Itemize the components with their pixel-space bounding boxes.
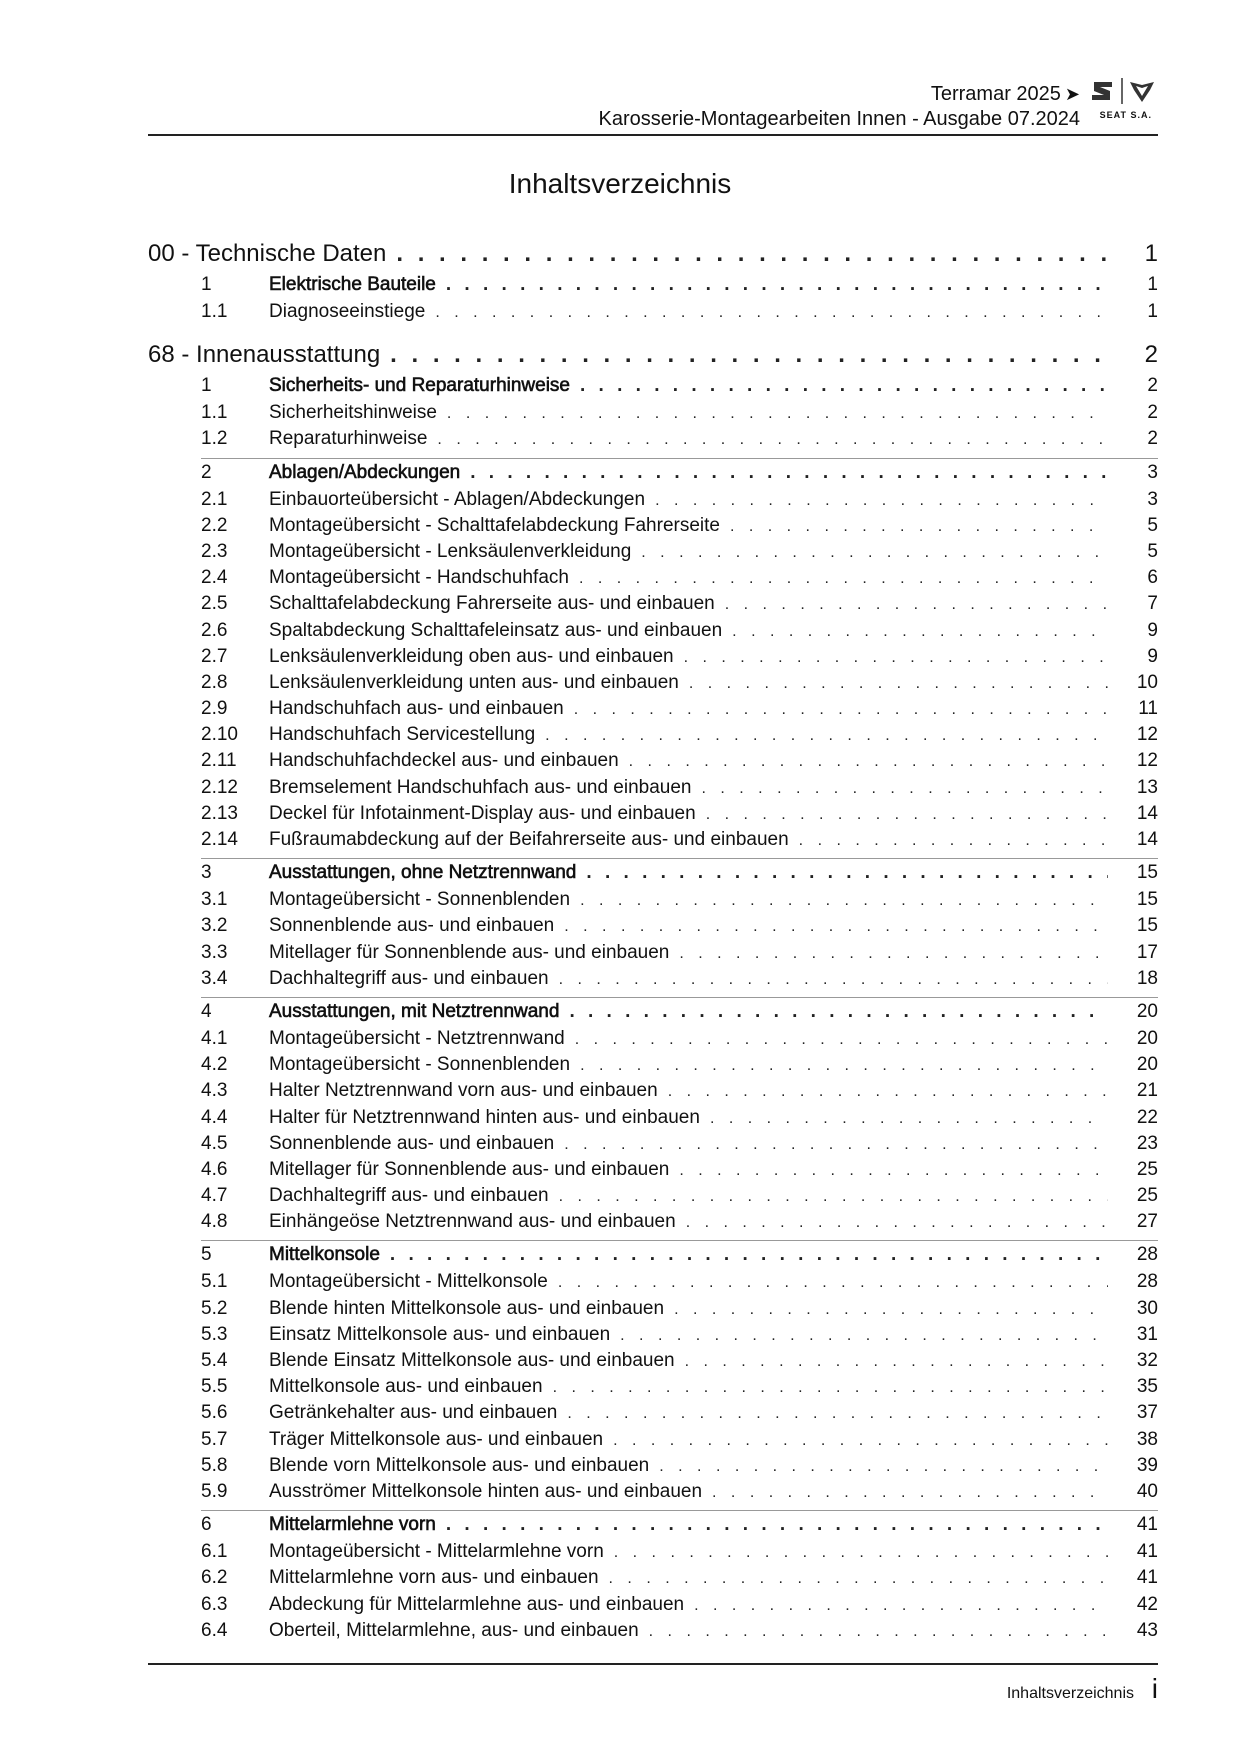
toc-item-title: Deckel für Infotainment-Display aus- und einbauen (269, 802, 696, 824)
toc-leader-dots (559, 1188, 1108, 1206)
toc-item-title: Halter Netztrennwand vorn aus- und einbauen (269, 1080, 658, 1102)
toc-section-number: 1 (201, 274, 212, 295)
toc-item-page: 13 (1136, 776, 1158, 798)
toc-item-title: Montageübersicht - Mittelkonsole (269, 1271, 548, 1293)
toc-leader-dots (574, 701, 1108, 719)
toc-item-page: 20 (1136, 1054, 1158, 1076)
toc-item-row[interactable] (148, 803, 1158, 829)
toc-leader-dots (620, 1327, 1108, 1345)
toc-item-page: 15 (1136, 915, 1158, 937)
toc-leader-dots (799, 832, 1108, 850)
toc-item-number: 2.4 (201, 567, 228, 589)
toc-item-page: 9 (1147, 645, 1158, 667)
toc-item-number: 5.4 (201, 1350, 228, 1371)
toc-item-page: 1 (1147, 301, 1158, 322)
toc-section-divider (201, 458, 1158, 459)
toc-item-number: 2.8 (201, 671, 228, 693)
toc-item-title: Blende hinten Mittelkonsole aus- und einbauen (269, 1297, 665, 1319)
toc-item-number: 2.11 (201, 750, 237, 772)
toc-leader-dots (685, 1353, 1108, 1371)
toc-item-page: 25 (1136, 1185, 1158, 1207)
toc-item-page: 7 (1147, 593, 1158, 615)
toc-section-title: Ausstattungen, mit Netztrennwand (269, 1000, 560, 1022)
toc-item-page: 12 (1136, 724, 1158, 746)
toc-leader-dots (446, 1514, 1108, 1536)
toc-leader-dots (613, 1432, 1108, 1450)
toc-item-page: 31 (1136, 1323, 1158, 1345)
toc-leader-dots (694, 1597, 1108, 1615)
toc-item-title: Montageübersicht - Sonnenblenden (269, 1054, 571, 1076)
toc-section-number: 5 (201, 1244, 212, 1266)
toc-leader-dots (569, 1001, 1108, 1023)
toc-leader-dots (580, 1057, 1108, 1075)
header-model: Terramar 2025 (930, 83, 1061, 105)
toc-item-row[interactable] (148, 698, 1158, 724)
toc-item-row[interactable] (148, 1133, 1158, 1159)
toc-item-title: Blende vorn Mittelkonsole aus- und einbauen (269, 1454, 650, 1476)
toc-item-number: 5.2 (201, 1297, 228, 1319)
toc-item-number: 2.12 (201, 776, 238, 798)
toc-section-divider (201, 858, 1158, 859)
toc-item-title: Einhängeöse Netztrennwand aus- und einbauen (269, 1211, 676, 1233)
toc-item-number: 1.1 (201, 301, 228, 322)
toc-leader-dots (586, 862, 1108, 884)
toc-item-row[interactable] (148, 567, 1158, 593)
toc-item-title: Halter für Netztrennwand hinten aus- und einbauen (269, 1106, 700, 1128)
toc-item-row[interactable] (148, 1429, 1158, 1455)
toc-chapter-title: 00 - Technische Daten (148, 240, 387, 267)
toc-item-page: 18 (1136, 967, 1158, 989)
toc-leader-dots (679, 1162, 1108, 1180)
toc-leader-dots (390, 1244, 1108, 1266)
toc-section-row[interactable] (148, 274, 1158, 301)
toc-item-number: 4.4 (201, 1106, 228, 1128)
toc-leader-dots (629, 753, 1108, 771)
arrow-right-icon: ➤ (1064, 84, 1080, 104)
toc-leader-dots (447, 405, 1108, 423)
toc-item-number: 3.4 (201, 967, 228, 989)
toc-item-row[interactable] (148, 1541, 1158, 1567)
toc-leader-dots (609, 1570, 1108, 1588)
toc-item-page: 20 (1136, 1027, 1158, 1049)
toc-item-title: Getränkehalter aus- und einbauen (269, 1402, 558, 1424)
toc-item-row[interactable] (148, 1054, 1158, 1080)
toc-item-page: 38 (1136, 1428, 1158, 1450)
toc-section-row[interactable] (148, 375, 1158, 402)
toc-leader-dots (725, 596, 1108, 614)
toc-section-title: Ablagen/Abdeckungen (269, 461, 461, 483)
toc-leader-dots (580, 892, 1108, 910)
table-of-contents (148, 240, 1158, 1646)
toc-item-number: 5.7 (201, 1428, 228, 1450)
toc-section-title: Sicherheits- und Reparaturhinweise (269, 375, 570, 397)
toc-item-row[interactable] (148, 1455, 1158, 1481)
toc-item-page: 22 (1136, 1106, 1158, 1128)
toc-item-title: Einsatz Mittelkonsole aus- und einbauen (269, 1323, 611, 1345)
toc-item-number: 2.5 (201, 593, 228, 615)
toc-leader-dots (579, 570, 1108, 588)
toc-item-page: 10 (1136, 671, 1158, 693)
toc-item-row[interactable] (148, 620, 1158, 646)
toc-leader-dots (437, 431, 1108, 449)
toc-item-page: 25 (1136, 1158, 1158, 1180)
toc-item-page: 27 (1136, 1211, 1158, 1233)
toc-item-page: 6 (1147, 567, 1158, 589)
toc-item-number: 4.6 (201, 1158, 228, 1180)
toc-item-title: Dachhaltegriff aus- und einbauen (269, 1185, 549, 1207)
toc-item-number: 4.8 (201, 1211, 228, 1233)
toc-leader-dots (567, 1405, 1108, 1423)
toc-item-number: 4.3 (201, 1080, 228, 1102)
toc-item-number: 6.3 (201, 1593, 228, 1615)
toc-item-title: Schalttafelabdeckung Fahrerseite aus- und einbauen (269, 593, 715, 615)
toc-item-title: Montageübersicht - Mittelarmlehne vorn (269, 1541, 604, 1563)
toc-item-row[interactable] (148, 646, 1158, 672)
toc-item-number: 5.3 (201, 1323, 228, 1345)
toc-item-number: 2.14 (201, 829, 238, 850)
toc-leader-dots (559, 971, 1108, 989)
toc-chapter-row[interactable] (148, 240, 1158, 274)
toc-leader-dots (580, 375, 1108, 397)
toc-item-row[interactable] (148, 428, 1158, 454)
toc-section-page: 41 (1136, 1514, 1158, 1536)
toc-item-row[interactable] (148, 1324, 1158, 1350)
toc-leader-dots (679, 945, 1108, 963)
toc-item-row[interactable] (148, 1567, 1158, 1593)
toc-item-number: 2.3 (201, 540, 228, 562)
footer-section-name: Inhaltsverzeichnis (1006, 1685, 1134, 1702)
toc-item-page: 39 (1136, 1454, 1158, 1476)
toc-item-row[interactable] (148, 829, 1158, 855)
toc-section-row[interactable] (148, 1001, 1158, 1028)
toc-item-title: Einbauorteübersicht - Ablagen/Abdeckungen (269, 488, 646, 510)
toc-item-row[interactable] (148, 968, 1158, 994)
toc-item-title: Träger Mittelkonsole aus- und einbauen (269, 1428, 604, 1450)
toc-item-number: 2.7 (201, 645, 228, 667)
toc-leader-dots (390, 341, 1108, 369)
toc-item-number: 5.9 (201, 1480, 228, 1502)
toc-item-page: 3 (1147, 488, 1158, 510)
toc-item-page: 11 (1138, 698, 1158, 720)
toc-leader-dots (674, 1301, 1108, 1319)
toc-leader-dots (668, 1083, 1108, 1101)
toc-item-row[interactable] (148, 593, 1158, 619)
toc-item-number: 5.1 (201, 1271, 228, 1293)
toc-item-row[interactable] (148, 489, 1158, 515)
toc-leader-dots (730, 518, 1108, 536)
toc-item-page: 21 (1136, 1080, 1158, 1102)
toc-leader-dots (435, 304, 1108, 322)
toc-item-page: 40 (1136, 1480, 1158, 1502)
toc-item-number: 2.9 (201, 698, 228, 720)
toc-item-row[interactable] (148, 1620, 1158, 1646)
toc-leader-dots (655, 492, 1108, 510)
toc-item-row[interactable] (148, 1376, 1158, 1402)
toc-item-number: 3.2 (201, 915, 228, 937)
toc-item-number: 2.1 (201, 488, 228, 510)
toc-leader-dots (470, 462, 1108, 484)
toc-leader-dots (649, 1623, 1108, 1641)
toc-item-number: 4.1 (201, 1027, 228, 1049)
toc-section-row[interactable] (148, 1244, 1158, 1271)
toc-item-number: 3.3 (201, 941, 228, 963)
toc-item-page: 32 (1136, 1350, 1158, 1371)
toc-item-row[interactable] (148, 1481, 1158, 1507)
toc-item-page: 9 (1147, 619, 1158, 641)
toc-item-page: 2 (1147, 402, 1158, 424)
toc-item-row[interactable] (148, 541, 1158, 567)
toc-item-row[interactable] (148, 1402, 1158, 1428)
toc-section-page: 1 (1147, 274, 1158, 295)
toc-item-row[interactable] (148, 777, 1158, 803)
toc-item-row[interactable] (148, 1271, 1158, 1297)
toc-item-title: Montageübersicht - Schalttafelabdeckung Fahrerseite (269, 514, 720, 536)
toc-item-title: Bremselement Handschuhfach aus- und einbauen (269, 776, 692, 798)
toc-item-number: 6.2 (201, 1567, 228, 1589)
toc-item-title: Abdeckung für Mittelarmlehne aus- und einbauen (269, 1593, 685, 1615)
toc-item-title: Ausströmer Mittelkonsole hinten aus- und einbauen (269, 1480, 703, 1502)
toc-section-divider (201, 1240, 1158, 1241)
toc-item-title: Oberteil, Mittelarmlehne, aus- und einbauen (269, 1619, 639, 1641)
toc-section-page: 3 (1147, 461, 1158, 483)
toc-item-page: 5 (1147, 514, 1158, 536)
toc-item-row[interactable] (148, 1185, 1158, 1211)
toc-item-title: Lenksäulenverkleidung unten aus- und einbauen (269, 671, 679, 693)
toc-item-title: Fußraumabdeckung auf der Beifahrerseite aus- und einbauen (269, 829, 789, 850)
header-manual: Karosserie-Montagearbeiten Innen - Ausgabe 07.2024 (598, 108, 1080, 130)
toc-section-title: Mittelkonsole (269, 1244, 380, 1266)
toc-item-title: Blende Einsatz Mittelkonsole aus- und einbauen (269, 1350, 675, 1371)
toc-item-page: 23 (1136, 1132, 1158, 1154)
toc-leader-dots (712, 1484, 1108, 1502)
toc-leader-dots (553, 1379, 1108, 1397)
toc-item-title: Mittelkonsole aus- und einbauen (269, 1376, 543, 1398)
toc-leader-dots (684, 649, 1108, 667)
toc-leader-dots (614, 1544, 1108, 1562)
toc-item-number: 5.8 (201, 1454, 228, 1476)
toc-item-number: 6.4 (201, 1619, 228, 1641)
toc-item-page: 5 (1147, 540, 1158, 562)
page-footer (148, 1663, 1158, 1704)
toc-item-title: Lenksäulenverkleidung oben aus- und einbauen (269, 645, 674, 667)
toc-section-page: 2 (1147, 375, 1158, 397)
toc-item-number: 2.13 (201, 802, 238, 824)
toc-item-title: Sicherheitshinweise (269, 402, 437, 424)
toc-item-number: 4.2 (201, 1054, 228, 1076)
toc-leader-dots (732, 623, 1108, 641)
toc-item-number: 1.2 (201, 428, 228, 450)
brand-name: SEAT S.A. (1099, 110, 1152, 120)
toc-item-title: Sonnenblende aus- und einbauen (269, 915, 555, 937)
toc-leader-dots (689, 675, 1108, 693)
toc-chapter-row[interactable] (148, 341, 1158, 375)
toc-chapter-page: 1 (1144, 240, 1158, 267)
toc-item-row[interactable] (148, 724, 1158, 750)
toc-item-page: 41 (1136, 1567, 1158, 1589)
toc-section-divider (201, 997, 1158, 998)
toc-section-title: Elektrische Bauteile (269, 274, 436, 295)
toc-item-row[interactable] (148, 1298, 1158, 1324)
toc-section-title: Mittelarmlehne vorn (269, 1514, 436, 1536)
toc-item-title: Montageübersicht - Netztrennwand (269, 1027, 565, 1049)
toc-item-page: 17 (1136, 941, 1158, 963)
toc-item-title: Spaltabdeckung Schalttafeleinsatz aus- und einbauen (269, 619, 723, 641)
toc-leader-dots (641, 544, 1108, 562)
toc-item-title: Mitellager für Sonnenblende aus- und einbauen (269, 1158, 670, 1180)
toc-item-row[interactable] (148, 1159, 1158, 1185)
toc-item-title: Handschuhfach Servicestellung (269, 724, 536, 746)
toc-item-number: 2.6 (201, 619, 228, 641)
toc-item-page: 14 (1136, 829, 1158, 850)
toc-item-title: Diagnoseeinstiege (269, 301, 426, 322)
toc-section-row[interactable] (148, 1514, 1158, 1541)
page-header (148, 76, 1158, 136)
toc-section-number: 2 (201, 461, 212, 483)
toc-item-title: Montageübersicht - Lenksäulenverkleidung (269, 540, 632, 562)
toc-item-page: 41 (1136, 1541, 1158, 1563)
page-title: Inhaltsverzeichnis (508, 168, 732, 199)
toc-item-title: Handschuhfach aus- und einbauen (269, 698, 564, 720)
toc-item-page: 14 (1136, 802, 1158, 824)
header-model-line (599, 82, 1080, 107)
toc-item-number: 5.5 (201, 1376, 228, 1398)
seat-cupra-logo-icon (1088, 76, 1158, 106)
toc-item-page: 15 (1136, 889, 1158, 911)
toc-leader-dots (558, 1274, 1108, 1292)
toc-item-row[interactable] (148, 402, 1158, 428)
toc-chapter-page: 2 (1144, 341, 1158, 369)
toc-section-title: Ausstattungen, ohne Netztrennwand (269, 862, 577, 884)
toc-leader-dots (706, 806, 1108, 824)
toc-section-number: 3 (201, 862, 212, 884)
toc-item-number: 4.7 (201, 1185, 228, 1207)
toc-item-number: 5.6 (201, 1402, 228, 1424)
toc-leader-dots (396, 240, 1108, 268)
toc-item-page: 30 (1136, 1297, 1158, 1319)
toc-item-row[interactable] (148, 672, 1158, 698)
toc-item-title: Mittelarmlehne vorn aus- und einbauen (269, 1567, 599, 1589)
toc-item-row[interactable] (148, 301, 1158, 327)
toc-item-row[interactable] (148, 915, 1158, 941)
toc-item-page: 12 (1136, 750, 1158, 772)
toc-item-number: 2.10 (201, 724, 238, 746)
toc-section-number: 1 (201, 375, 212, 397)
toc-item-page: 42 (1136, 1593, 1158, 1615)
toc-section-page: 20 (1136, 1000, 1158, 1022)
toc-leader-dots (564, 918, 1108, 936)
toc-leader-dots (446, 274, 1108, 296)
toc-item-title: Montageübersicht - Sonnenblenden (269, 889, 571, 911)
toc-section-number: 6 (201, 1514, 212, 1536)
toc-leader-dots (575, 1031, 1108, 1049)
toc-item-page: 43 (1136, 1619, 1158, 1641)
toc-leader-dots (564, 1136, 1108, 1154)
footer-page-number: i (1151, 1673, 1158, 1704)
toc-item-row[interactable] (148, 1594, 1158, 1620)
toc-item-title: Dachhaltegriff aus- und einbauen (269, 967, 549, 989)
toc-item-page: 35 (1136, 1376, 1158, 1398)
toc-item-row[interactable] (148, 1080, 1158, 1106)
toc-item-title: Sonnenblende aus- und einbauen (269, 1132, 555, 1154)
toc-leader-dots (710, 1110, 1108, 1128)
toc-item-page: 28 (1136, 1271, 1158, 1293)
toc-leader-dots (545, 727, 1108, 745)
toc-section-divider (201, 1510, 1158, 1511)
toc-item-title: Reparaturhinweise (269, 428, 428, 450)
toc-leader-dots (686, 1214, 1108, 1232)
toc-item-row[interactable] (148, 1211, 1158, 1237)
toc-item-row[interactable] (148, 1028, 1158, 1054)
toc-item-number: 3.1 (201, 889, 228, 911)
toc-section-number: 4 (201, 1000, 212, 1022)
toc-item-number: 2.2 (201, 514, 228, 536)
toc-leader-dots (702, 780, 1109, 798)
toc-item-page: 2 (1147, 428, 1158, 450)
toc-item-number: 4.5 (201, 1132, 228, 1154)
toc-item-page: 37 (1136, 1402, 1158, 1424)
toc-item-row[interactable] (148, 750, 1158, 776)
toc-item-number: 1.1 (201, 402, 228, 424)
toc-item-row[interactable] (148, 889, 1158, 915)
toc-item-row[interactable] (148, 942, 1158, 968)
toc-item-title: Montageübersicht - Handschuhfach (269, 567, 569, 589)
toc-section-page: 28 (1136, 1244, 1158, 1266)
toc-section-row[interactable] (148, 862, 1158, 889)
toc-chapter-title: 68 - Innenausstattung (148, 341, 381, 369)
toc-item-row[interactable] (148, 1107, 1158, 1133)
toc-item-row[interactable] (148, 515, 1158, 541)
toc-item-number: 6.1 (201, 1541, 228, 1563)
toc-item-row[interactable] (148, 1350, 1158, 1376)
header-text (599, 82, 1080, 132)
toc-item-title: Mitellager für Sonnenblende aus- und einbauen (269, 941, 670, 963)
toc-section-row[interactable] (148, 462, 1158, 489)
toc-item-title: Handschuhfachdeckel aus- und einbauen (269, 750, 619, 772)
toc-leader-dots (659, 1458, 1108, 1476)
toc-section-page: 15 (1136, 862, 1158, 884)
brand-logo (1088, 76, 1158, 124)
